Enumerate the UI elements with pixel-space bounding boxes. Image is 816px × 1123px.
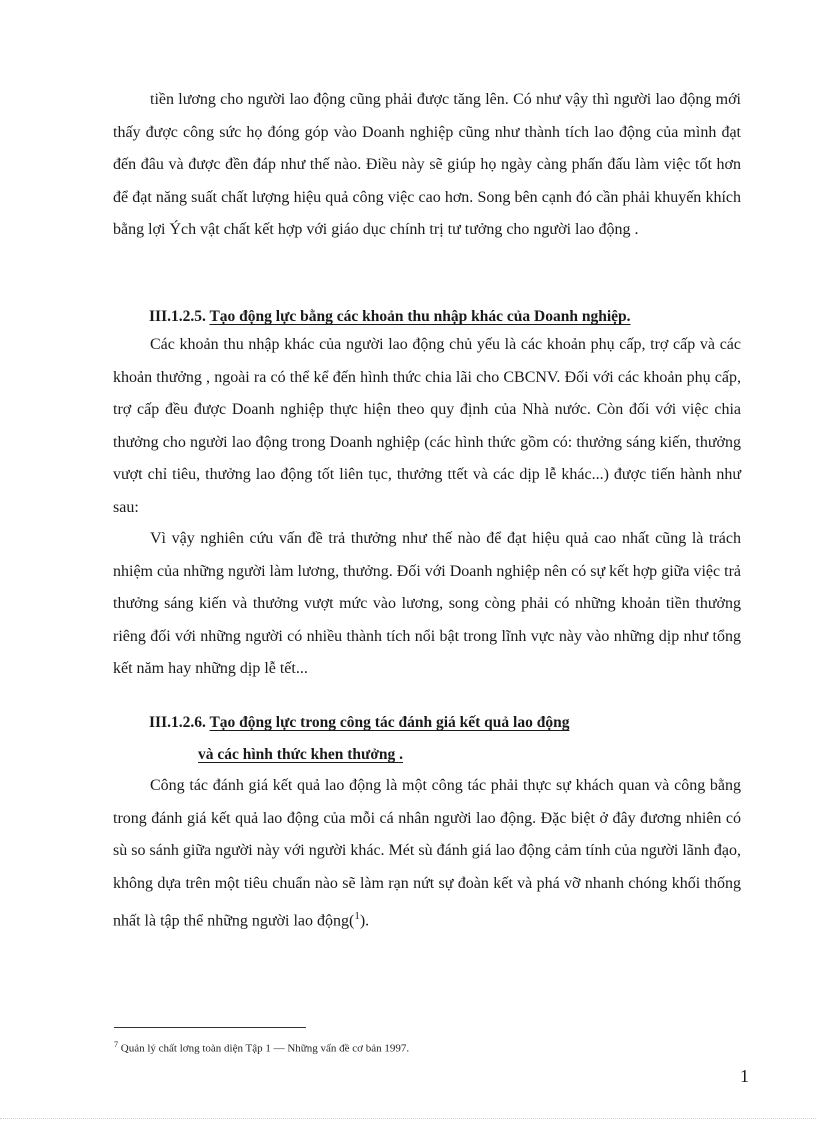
footnote-marker: 7 xyxy=(114,1040,118,1049)
section-heading-2 xyxy=(149,713,569,733)
paragraph-4-body: Công tác đánh giá kết quả lao động là một công tác phải thực sự khách quan và công bằng trong đánh giá kết quả lao động của mỗi cá nhân người lao động. Đặc biệt ở đây đương nhiên có sù so sánh giữa người này với người khác. Mét sù đánh giá lao động cảm tính của người lãnh đạo, không dựa trên một tiêu chuẩn nào sẽ làm rạn nứt sự đoàn kết và phá vỡ nhanh chóng khối thống nhất là tập thể những người lao động( xyxy=(113,777,741,930)
paragraph-4-end: ). xyxy=(359,912,370,930)
paragraph-1 xyxy=(113,84,741,247)
section-title-1: Tạo động lực bằng các khoản thu nhập khác của Doanh nghiệp. xyxy=(209,308,631,325)
footnote-divider xyxy=(114,1027,306,1028)
footnote-reference[interactable]: 1 xyxy=(354,910,360,923)
footnote xyxy=(114,1040,409,1055)
paragraph-3 xyxy=(113,523,741,686)
section-title-2-line-1: Tạo động lực trong công tác đánh giá kết quả lao động xyxy=(209,714,570,731)
page-bottom-border xyxy=(0,1118,816,1119)
paragraph-2 xyxy=(113,329,741,525)
paragraph-4-text xyxy=(113,770,741,938)
section-number-1: III.1.2.5. xyxy=(149,308,206,325)
section-number-2: III.1.2.6. xyxy=(149,714,206,731)
paragraph-4 xyxy=(113,770,741,938)
paragraph-3-text: Vì vậy nghiên cứu vấn đề trả thưởng như thế nào để đạt hiệu quả cao nhất cũng là trách nhiệm của những người làm lương, thưởng. Đối với Doanh nghiệp nên có sự kết hợp giữa việc trả thưởng sáng kiến và thưởng vượt mức vào lương, song còng phải có những khoản tiền thưởng riêng đối với những người có nhiều thành tích nổi bật trong lĩnh vực này vào những dịp như tổng kết năm hay những dịp lễ tết... xyxy=(113,530,741,678)
footnote-text: Quản lý chất lơng toàn diện Tập 1 — Những vấn đề cơ bản 1997. xyxy=(120,1042,410,1055)
paragraph-1-text: tiền lương cho người lao động cũng phải được tăng lên. Có như vậy thì người lao động mới thấy được công sức họ đóng góp vào Doanh nghiệp cũng như thành tích lao động của mình đạt đến đâu và được đền đáp như thế nào. Điều này sẽ giúp họ ngày càng phấn đấu làm việc tốt hơn để đạt năng suất chất lượng hiệu quả công việc cao hơn. Song bên cạnh đó cần phải khuyến khích bằng lợi Ých vật chất kết hợp với giáo dục chính trị tư tưởng cho người lao động . xyxy=(113,91,741,239)
paragraph-2-text: Các khoản thu nhập khác của người lao động chủ yếu là các khoản phụ cấp, trợ cấp và các khoản thưởng , ngoài ra có thể kể đến hình thức chia lãi cho CBCNV. Đối với các khoản phụ cấp, trợ cấp đều được Doanh nghiệp thực hiện theo quy định của Nhà nước. Còn đối với việc chia thưởng cho người lao động trong Doanh nghiệp (các hình thức gồm có: thưởng sáng kiến, thưởng vượt chỉ tiêu, thưởng lao động tốt liên tục, thưởng ttết và các dịp lễ khác...) được tiến hành như sau: xyxy=(113,336,741,516)
page-number: 1 xyxy=(740,1066,749,1086)
section-heading-1 xyxy=(149,307,631,327)
section-title-2-line-2: và các hình thức khen thưởng . xyxy=(198,746,404,763)
